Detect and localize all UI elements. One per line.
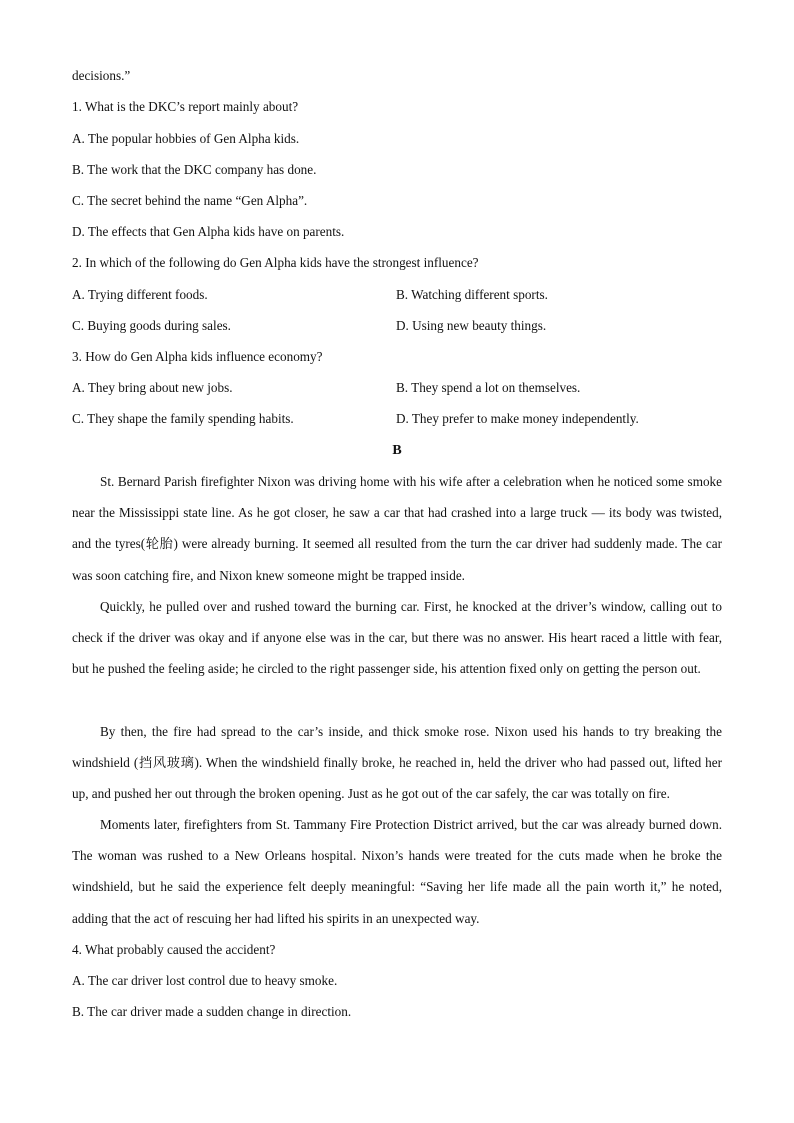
question-3-option-c: C. They shape the family spending habits. <box>72 411 294 426</box>
passage-b-paragraph-3: By then, the fire had spread to the car’s inside, and thick smoke rose. Nixon used his hands to try breaking the windshield (挡风玻璃). When the windshield finally broke, he reached in, held the driver who had passed out, lifted her up, and pushed her out through the broken opening. Just as he got out of the car safely, the car was totally on fire. <box>72 724 722 802</box>
question-3-option-b: B. They spend a lot on themselves. <box>396 380 581 395</box>
question-3-option-d: D. They prefer to make money independently. <box>396 411 639 426</box>
question-1-stem: 1. What is the DKC’s report mainly about? <box>72 99 299 114</box>
passage-b-paragraph-4: Moments later, firefighters from St. Tammany Fire Protection District arrived, but the car was already burned down. The woman was rushed to a New Orleans hospital. Nixon’s hands were treated for the cuts made when he broke the windshield, but he said the experience felt deeply meaningful: “Saving her life made all the pain worth it,” he noted, adding that the act of rescuing her had lifted his spirits in an unexpected way. <box>72 817 722 926</box>
question-3-stem: 3. How do Gen Alpha kids influence economy? <box>72 349 323 364</box>
question-2-option-d: D. Using new beauty things. <box>396 318 547 333</box>
question-2-stem: 2. In which of the following do Gen Alpha kids have the strongest influence? <box>72 255 479 270</box>
passage-b-paragraph-2: Quickly, he pulled over and rushed toward the burning car. First, he knocked at the driver’s window, calling out to check if the driver was okay and if anyone else was in the car, but there was no answer. His heart raced a little with fear, but he pushed the feeling aside; he circled to the right passenger side, his attention fixed only on getting the person out. <box>72 599 722 677</box>
question-2-option-a: A. Trying different foods. <box>72 287 208 302</box>
passage-b-paragraph-1: St. Bernard Parish firefighter Nixon was driving home with his wife after a celebration when he noticed some smoke near the Mississippi state line. As he got closer, he saw a car that had crashed into a large truck — its body was twisted, and the tyres(轮胎) were already burning. It seemed all resulted from the turn the car driver had suddenly made. The car was soon catching fire, and Nixon knew someone might be trapped inside. <box>72 474 722 583</box>
passage-fragment: decisions.” <box>72 68 131 83</box>
question-1-option-a: A. The popular hobbies of Gen Alpha kids. <box>72 131 300 146</box>
question-4-option-b: B. The car driver made a sudden change in direction. <box>72 1004 352 1019</box>
question-1-option-d: D. The effects that Gen Alpha kids have on parents. <box>72 224 345 239</box>
question-4-stem: 4. What probably caused the accident? <box>72 942 276 957</box>
question-3-option-a: A. They bring about new jobs. <box>72 380 233 395</box>
question-4-option-a: A. The car driver lost control due to heavy smoke. <box>72 973 338 988</box>
question-1-option-b: B. The work that the DKC company has done. <box>72 162 317 177</box>
section-b-heading: B <box>392 443 402 458</box>
question-2-option-c: C. Buying goods during sales. <box>72 318 231 333</box>
question-2-option-b: B. Watching different sports. <box>396 287 548 302</box>
question-1-option-c: C. The secret behind the name “Gen Alpha”. <box>72 193 308 208</box>
